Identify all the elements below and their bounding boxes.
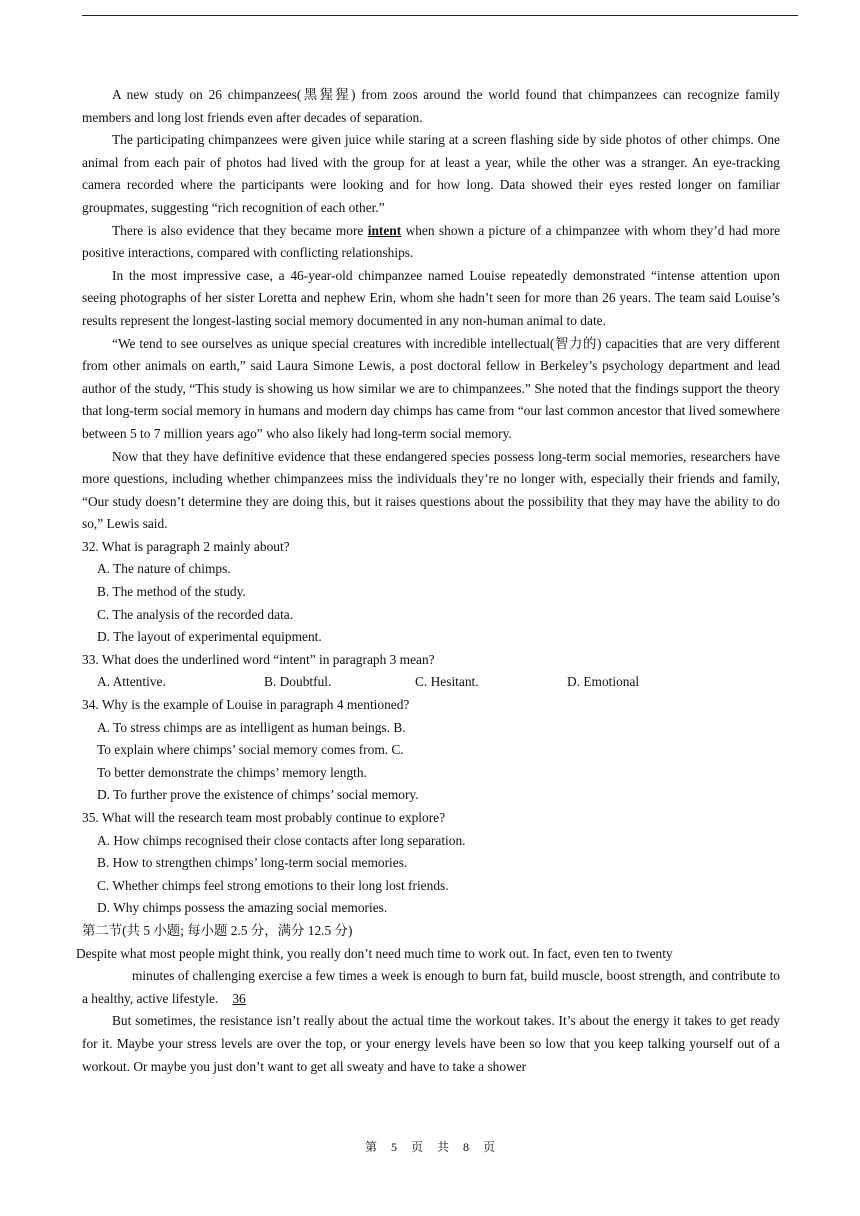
section-2-paragraph-1-text: minutes of challenging exercise a few times a week is enough to burn fat, build muscle, boost strength, and contribute to a healthy, active lifestyle. (82, 968, 780, 1006)
question-32-stem: 32. What is paragraph 2 mainly about? (82, 538, 290, 554)
passage-paragraph-3 (82, 220, 780, 265)
footer-page-number: 5 (390, 1140, 397, 1154)
passage-paragraph-2: The participating chimpanzees were given juice while staring at a screen flashing side by side photos of other chimps. One animal from each pair of photos had lived with the group for at least a year, while the other was a stranger. An eye-tracking camera recorded where the participants were looking and for how long. Data showed their eyes rested longer on familiar groupmates, suggesting “rich recognition of each other.” (82, 132, 780, 215)
footer-gong: 共 (437, 1140, 450, 1154)
question-33-option-c: C. Hesitant. (415, 674, 479, 690)
question-33-options (82, 671, 780, 694)
paragraph-3-end: when shown a picture of a chimpanzee with whom they’d had more positive interactions, compared with conflicting relationships. (82, 222, 780, 261)
question-33-option-a: A. Attentive. (97, 674, 166, 690)
question-34-options-line-3: To better demonstrate the chimps’ memory length. (97, 764, 367, 780)
section-2-heading: 第二节(共 5 小题; 每小题 2.5 分，满分 12.5 分) (82, 922, 353, 938)
question-35-stem: 35. What will the research team most probably continue to explore? (82, 810, 446, 825)
section-2-paragraph-1-rest (82, 965, 780, 1010)
question-35-option-a: A. How chimps recognised their close contacts after long separation. (97, 832, 466, 848)
paragraph-3-start: There is also evidence that they became more (112, 222, 368, 238)
page-footer (0, 1138, 860, 1155)
passage-paragraph-6: Now that they have definitive evidence that these endangered species possess long-term social memories, researchers have more questions, including whether chimpanzees miss the individuals they’re no longer with, especially their friends and family, “Our study doesn’t determine they are doing this, but it raises questions about the possibility that they may have the ability to do so,” Lewis said. (82, 448, 780, 532)
question-32-option-a: A. The nature of chimps. (97, 561, 231, 577)
passage-paragraph-4: In the most impressive case, a 46-year-old chimpanzee named Louise repeatedly demonstrated “intense attention upon seeing photographs of her sister Loretta and nephew Erin, whom she hadn’t seen for more than 26 years. The team said Louise’s results represent the longest-lasting social memory documented in any non-human animal to date. (82, 267, 780, 328)
question-35-option-d: D. Why chimps possess the amazing social memories. (97, 900, 388, 916)
footer-ye-2: 页 (483, 1140, 496, 1154)
question-34-options-line-1: A. To stress chimps are as intelligent as human beings. B. (97, 719, 406, 735)
footer-total-pages: 8 (463, 1140, 470, 1154)
question-34-stem: 34. Why is the example of Louise in paragraph 4 mentioned? (82, 697, 410, 713)
section-2-paragraph-2: But sometimes, the resistance isn’t really about the actual time the workout takes. It’s about the energy it takes to get ready for it. Maybe your stress levels are over the top, or your energy levels have been so low that you keep talking yourself out of a workout. Or maybe you just don’t want to get all sweaty and have to take a shower (82, 1013, 780, 1074)
question-35-option-b: B. How to strengthen chimps’ long-term social memories. (97, 855, 408, 871)
blank-36: 36 (232, 990, 246, 1006)
section-2-paragraph-1-line-1: Despite what most people might think, you really don’t need much time to work out. In fact, even ten to twenty (76, 945, 673, 961)
question-33-option-d: D. Emotional (567, 674, 640, 690)
question-35-option-c: C. Whether chimps feel strong emotions to their long lost friends. (97, 877, 449, 893)
passage-paragraph-1: A new study on 26 chimpanzees(黑猩猩) from zoos around the world found that chimpanzees can recognize family members and long lost friends even after decades of separation. (82, 87, 780, 125)
footer-ye: 页 (410, 1140, 423, 1154)
question-34-options-line-2: To explain where chimps’ social memory comes from. C. (97, 742, 404, 758)
question-33-stem: 33. What does the underlined word “intent” in paragraph 3 mean? (82, 651, 435, 667)
question-34-options-line-4: D. To further prove the existence of chimps’ social memory. (97, 787, 419, 803)
page-content (76, 84, 780, 1078)
question-32-option-d: D. The layout of experimental equipment. (97, 629, 322, 645)
question-32-option-b: B. The method of the study. (97, 584, 246, 600)
footer-di: 第 (364, 1140, 377, 1154)
question-33-option-b: B. Doubtful. (264, 674, 332, 690)
question-32-option-c: C. The analysis of the recorded data. (97, 606, 294, 622)
passage-paragraph-5: “We tend to see ourselves as unique special creatures with incredible intellectual(智力的) capacities that are very different from other animals on earth,” said Laura Simone Lewis, a post doctoral fellow in Berkeley’s psychology department and lead author of the study, “This study is showing us how similar we are to chimpanzees.” She noted that the findings support the theory that long-term social memory in humans and modern day chimps has came from “our last common ancestor that lived somewhere between 5 to 7 million years ago” who also likely had long-term social memory. (82, 335, 780, 441)
underlined-word-intent: intent (367, 222, 402, 238)
header-rule (82, 15, 798, 16)
